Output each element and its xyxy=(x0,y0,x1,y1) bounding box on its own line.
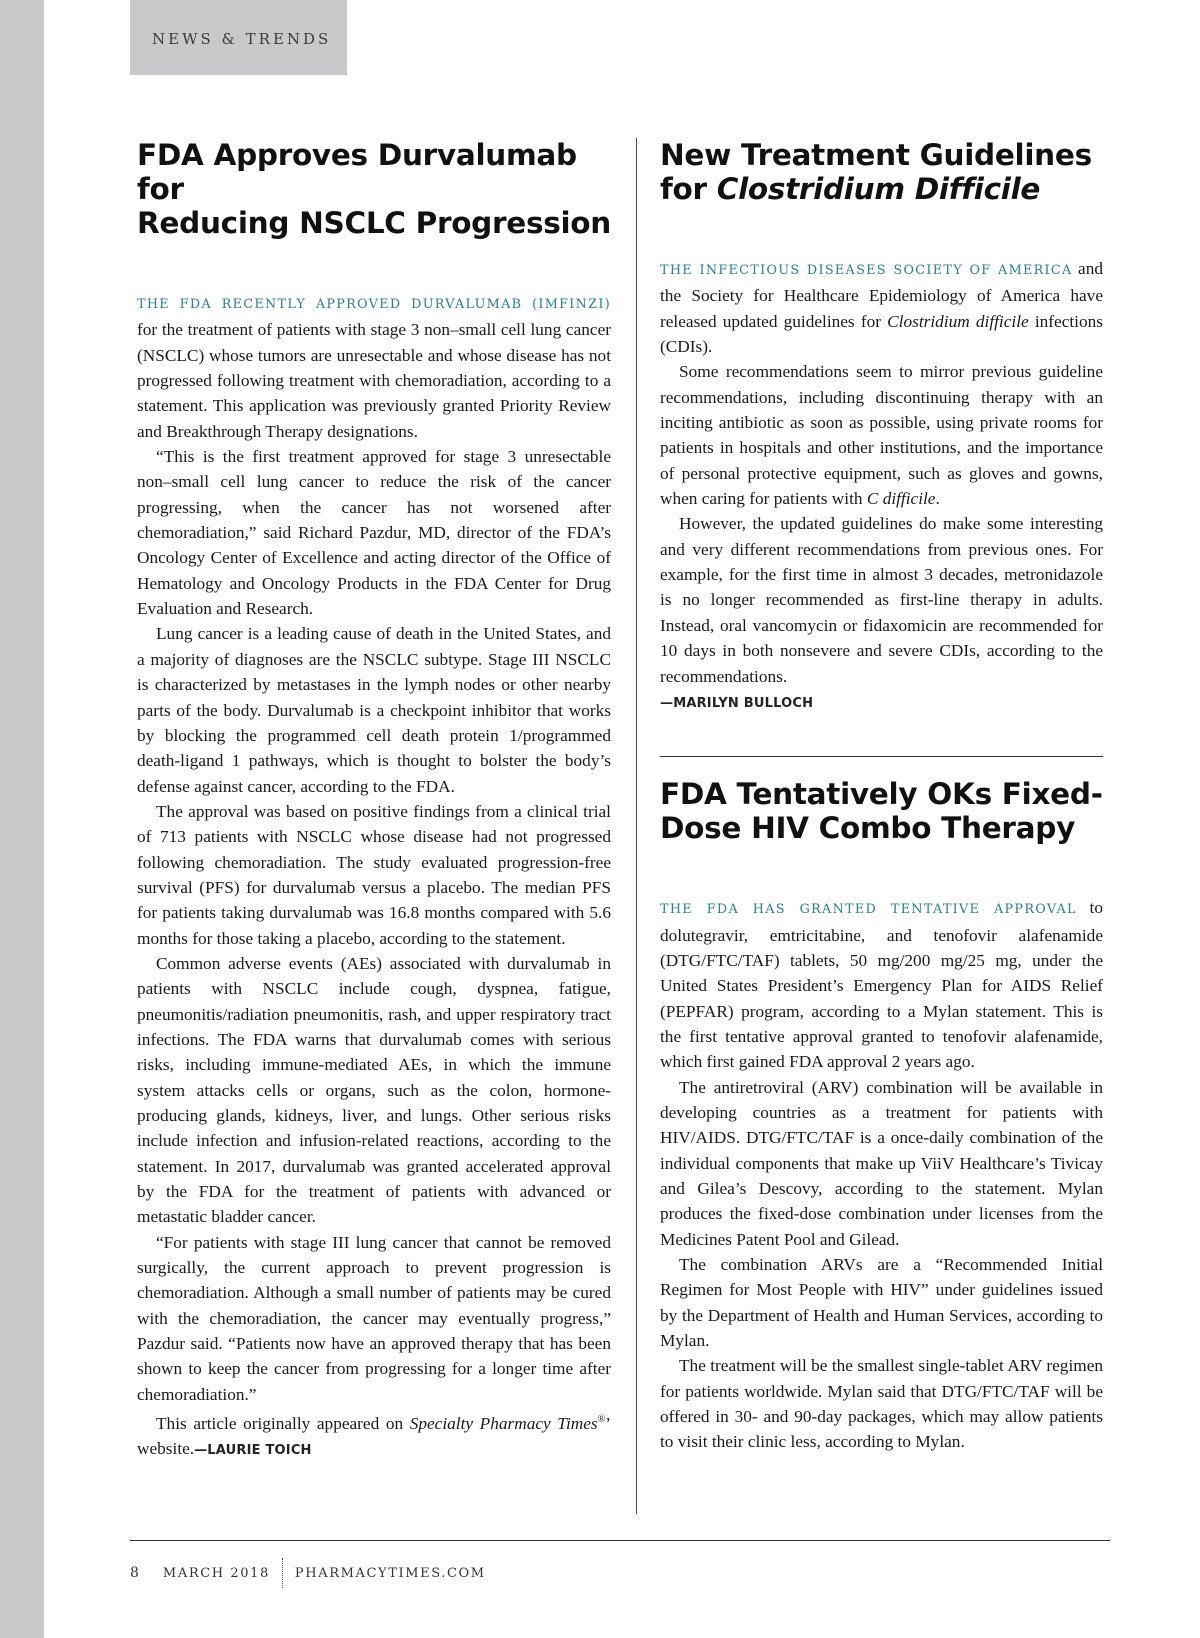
headline-line-2: Reducing NSCLC Progression xyxy=(137,206,611,240)
registered-mark: ® xyxy=(597,1414,606,1426)
side-band xyxy=(0,0,44,1638)
article-headline xyxy=(660,777,1103,845)
body-paragraph: Common adverse events (AEs) associated with durvalumab in patients with NSCLC include cough, dyspnea, fatigue, pneumonitis/radiation pneumonitis, rash, and upper respiratory tract infections. The FDA warns that durvalumab comes with serious risks, including immune-mediated AEs, in which the immune system attacks cells or organs, such as the colon, hormone-producing glands, kidneys, liver, and lungs. Other serious risks include infection and infusion-related reactions, according to the statement. In 2017, durvalumab was granted accelerated approval by the FDA for the treatment of patients with advanced or metastatic bladder cancer. xyxy=(137,953,611,1227)
body-paragraph: “For patients with stage III lung cancer that cannot be removed surgically, the current approach to prevent progression is chemoradiation. Although a small number of patients may be cured with the chemoradiation, the cancer may eventually progress,” Pazdur said. “Patients now have an approved therapy that has been shown to keep the cancer from progressing for a longer time after chemoradiation.” xyxy=(137,1232,611,1404)
body-paragraph: The treatment will be the smallest single-tablet ARV regimen for patients worldwide. Mylan said that DTG/FTC/TAF will be offered in 30- and 90-day packages, which may allow patients to visit their clinic less, according to Mylan. xyxy=(660,1356,1103,1452)
body-paragraph: However, the updated guidelines do make some interesting and very different recommendations from previous ones. For example, for the first time in almost 3 decades, metronidazole is no longer recommended as first-line therapy in adults. Instead, oral vancomycin or fidaxomicin are recommended for 10 days in both nonsevere and severe CDIs, according to the recommendations. xyxy=(660,514,1103,686)
byline-line xyxy=(660,689,1103,716)
headline-line-1: FDA Tentatively OKs Fixed- xyxy=(660,777,1103,812)
footer-rule xyxy=(130,1540,1110,1541)
headline-line-1: FDA Approves Durvalumab for xyxy=(137,138,577,206)
body-paragraph xyxy=(660,359,1103,511)
body-paragraph: The combination ARVs are a “Recommended Initial Regimen for Most People with HIV” under guidelines issued by the Department of Health and Human Services, according to Mylan. xyxy=(660,1255,1103,1351)
body-text-end: . xyxy=(935,489,940,509)
article-body xyxy=(137,290,611,1464)
byline: —LAURIE TOICH xyxy=(194,1443,312,1459)
footer-divider xyxy=(282,1558,283,1588)
article-separator xyxy=(660,756,1103,757)
closing-text: This article originally appeared on xyxy=(156,1413,410,1433)
article-headline xyxy=(660,138,1103,206)
body-italic: C difficile xyxy=(866,489,936,509)
page-number: 8 xyxy=(130,1565,139,1581)
right-column xyxy=(660,138,1103,1455)
lead-text: and the Society for Healthcare Epidemiology of America have released updated guidelines for xyxy=(660,259,1104,331)
lead-text: for the treatment of patients with stage 3 non–small cell lung cancer (NSCLC) whose tumors are unresectable and whose disease has not progressed following treatment with chemoradiation, according to a statement. This application was previously granted Priority Review and Breakthrough Therapy designations. xyxy=(137,320,611,441)
article-headline xyxy=(137,138,611,240)
lead-paragraph xyxy=(660,256,1103,359)
publication-name: Specialty Pharmacy Times xyxy=(409,1413,598,1433)
headline-line-1: New Treatment Guidelines xyxy=(660,138,1092,172)
body-paragraph: “This is the first treatment approved for stage 3 unresectable non–small cell lung cancer to reduce the risk of the cancer progressing, when the cancer has not worsened after chemoradiation,” said Richard Pazdur, MD, director of the FDA’s Oncology Center of Excellence and acting director of the Office of Hematology and Oncology Products in the FDA Center for Drug Evaluation and Research. xyxy=(137,447,611,619)
article-c-difficile xyxy=(660,138,1103,716)
article-body xyxy=(660,256,1103,716)
headline-line-2: Dose HIV Combo Therapy xyxy=(660,811,1075,846)
lead-italic: Clostridium difficile xyxy=(887,311,1029,331)
headline-for: for xyxy=(660,172,717,206)
lead-paragraph xyxy=(137,290,611,444)
lead-text: to dolutegravir, emtricitabine, and tenofovir alafenamide (DTG/FTC/TAF) tablets, 50 mg/200 mg/25 mg, under the United States President’s Emergency Plan for AIDS Relief (PEPFAR) program, according to a Mylan statement. This is the first tentative approval granted to tenofovir alafenamide, which first gained FDA approval 2 years ago. xyxy=(660,898,1104,1072)
lead-in-caps: THE FDA HAS GRANTED TENTATIVE APPROVAL xyxy=(660,902,1077,918)
body-text: Some recommendations seem to mirror previous guideline recommendations, including discontinuing therapy with an inciting antibiotic as soon as possible, using private rooms for patients in hospitals and other institutions, and the importance of personal protective equipment, such as gloves and gowns, when caring for patients with xyxy=(660,362,1103,509)
section-label: NEWS & TRENDS xyxy=(130,0,347,75)
article-hiv-combo xyxy=(660,777,1103,1455)
column-divider xyxy=(636,138,637,1514)
article-body xyxy=(660,895,1103,1455)
lead-paragraph xyxy=(660,895,1103,1074)
article-durvalumab xyxy=(137,138,611,1464)
byline: —MARILYN BULLOCH xyxy=(660,695,814,711)
lead-text-end: infections (CDIs). xyxy=(660,311,1103,357)
website: PHARMACYTIMES.COM xyxy=(294,1565,486,1581)
headline-italic: Clostridium Difficile xyxy=(716,172,1041,206)
page-footer xyxy=(130,1558,486,1588)
closing-paragraph xyxy=(137,1407,611,1463)
body-paragraph: The approval was based on positive findings from a clinical trial of 713 patients with NSCLC whose disease had not progressed following chemoradiation. The study evaluated progression-free survival (PFS) for durvalumab versus a placebo. The median PFS for patients taking durvalumab was 16.8 months compared with 5.6 months for those taking a placebo, according to the statement. xyxy=(137,801,611,948)
closing-text-end: ’ website. xyxy=(137,1413,612,1459)
body-paragraph: Lung cancer is a leading cause of death in the United States, and a majority of diagnoses are the NSCLC subtype. Stage III NSCLC is characterized by metastases in the lymph nodes or other nearby parts of the body. Durvalumab is a checkpoint inhibitor that works by blocking the programmed cell death protein 1/programmed death-ligand 1 pathways, which is thought to bolster the body’s defense against cancer, according to the FDA. xyxy=(137,624,611,796)
body-paragraph: The antiretroviral (ARV) combination will be available in developing countries as a treatment for patients with HIV/AIDS. DTG/FTC/TAF is a once-daily combination of the individual components that make up ViiV Healthcare’s Tivicay and Gilea’s Descovy, according to the statement. Mylan produces the fixed-dose combination under licenses from the Medicines Patent Pool and Gilead. xyxy=(660,1077,1103,1249)
lead-in-caps: THE FDA RECENTLY APPROVED DURVALUMAB (IMFINZI) xyxy=(137,297,611,312)
issue-date: MARCH 2018 xyxy=(162,1565,270,1581)
lead-in-caps: THE INFECTIOUS DISEASES SOCIETY OF AMERICA xyxy=(660,263,1073,278)
